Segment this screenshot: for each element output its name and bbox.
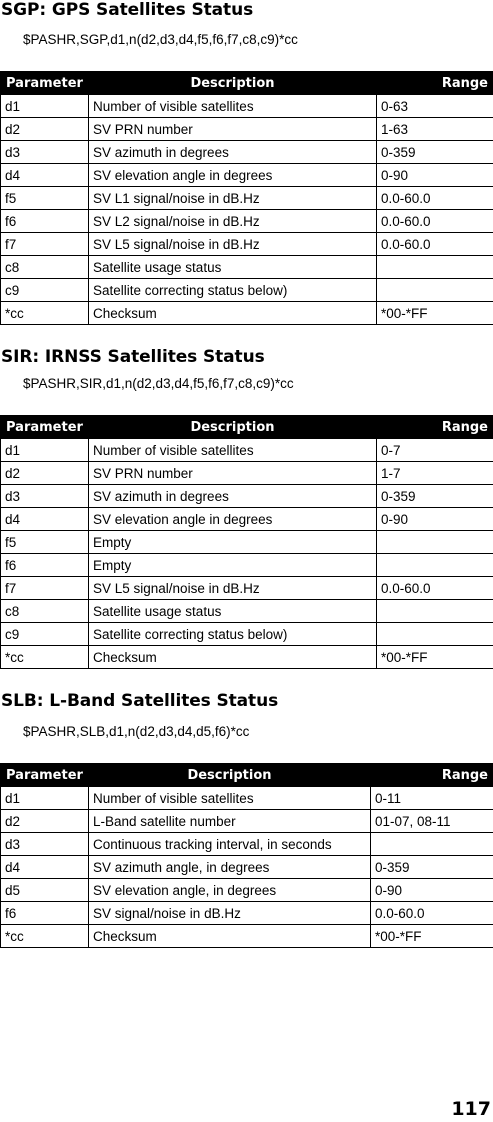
header-description: Description: [89, 72, 377, 95]
cell-description: Continuous tracking interval, in seconds: [89, 833, 371, 856]
cell-parameter: d2: [1, 462, 89, 485]
table-row: [1, 554, 493, 577]
cell-parameter: d4: [1, 856, 89, 879]
section-title: SLB: L-Band Satellites Status: [1, 691, 279, 711]
cell-description: SV L1 signal/noise in dB.Hz: [89, 187, 377, 210]
cell-description: SV signal/noise in dB.Hz: [89, 902, 371, 925]
section-title: SIR: IRNSS Satellites Status: [1, 347, 265, 367]
cell-parameter: d4: [1, 508, 89, 531]
cell-range: 0.0-60.0: [371, 902, 493, 925]
table-header-row: [1, 72, 493, 95]
cell-parameter: d1: [1, 95, 89, 118]
table-row: [1, 256, 493, 279]
cell-range: 0-63: [377, 95, 493, 118]
table-row: [1, 623, 493, 646]
command-syntax: $PASHR,SIR,d1,n(d2,d3,d4,f5,f6,f7,c8,c9)*cc: [23, 376, 294, 391]
cell-parameter: c8: [1, 600, 89, 623]
cell-parameter: d3: [1, 141, 89, 164]
cell-parameter: f6: [1, 554, 89, 577]
cell-range: *00-*FF: [371, 925, 493, 948]
cell-description: Number of visible satellites: [89, 787, 371, 810]
cell-parameter: d3: [1, 485, 89, 508]
cell-description: Satellite usage status: [89, 256, 377, 279]
cell-parameter: c9: [1, 623, 89, 646]
cell-range: *00-*FF: [377, 646, 493, 669]
table-row: [1, 439, 493, 462]
table-row: [1, 118, 493, 141]
cell-parameter: f5: [1, 187, 89, 210]
cell-parameter: f6: [1, 210, 89, 233]
cell-description: Empty: [89, 554, 377, 577]
table-row: [1, 879, 493, 902]
cell-range: [377, 531, 493, 554]
cell-range: 01-07, 08-11: [371, 810, 493, 833]
cell-range: [377, 256, 493, 279]
cell-parameter: c9: [1, 279, 89, 302]
cell-range: [377, 600, 493, 623]
cell-range: 0-90: [377, 508, 493, 531]
cell-parameter: f6: [1, 902, 89, 925]
table-row: [1, 902, 493, 925]
cell-description: SV elevation angle in degrees: [89, 508, 377, 531]
cell-range: *00-*FF: [377, 302, 493, 325]
header-description: Description: [89, 416, 377, 439]
cell-range: 0-11: [371, 787, 493, 810]
table-row: [1, 164, 493, 187]
cell-range: 0.0-60.0: [377, 210, 493, 233]
table-row: [1, 856, 493, 879]
cell-range: [371, 833, 493, 856]
cell-parameter: *cc: [1, 925, 89, 948]
cell-range: 0-359: [371, 856, 493, 879]
cell-range: 0-90: [377, 164, 493, 187]
cell-parameter: d2: [1, 118, 89, 141]
cell-range: 0.0-60.0: [377, 577, 493, 600]
cell-parameter: d1: [1, 439, 89, 462]
cell-parameter: f7: [1, 233, 89, 256]
table-row: [1, 646, 493, 669]
cell-description: Satellite correcting status below): [89, 279, 377, 302]
parameter-table: [0, 71, 493, 325]
cell-range: 1-7: [377, 462, 493, 485]
table-row: [1, 810, 493, 833]
table-row: [1, 531, 493, 554]
table-row: [1, 462, 493, 485]
cell-description: Satellite correcting status below): [89, 623, 377, 646]
table-row: [1, 485, 493, 508]
cell-range: 0-359: [377, 485, 493, 508]
cell-parameter: *cc: [1, 302, 89, 325]
cell-parameter: c8: [1, 256, 89, 279]
table-row: [1, 925, 493, 948]
cell-description: SV azimuth in degrees: [89, 485, 377, 508]
cell-range: [377, 554, 493, 577]
cell-parameter: f5: [1, 531, 89, 554]
header-range: Range: [377, 416, 493, 439]
parameter-table: [0, 763, 493, 948]
cell-parameter: *cc: [1, 646, 89, 669]
section-title: SGP: GPS Satellites Status: [1, 0, 254, 20]
cell-description: SV azimuth angle, in degrees: [89, 856, 371, 879]
command-syntax: $PASHR,SLB,d1,n(d2,d3,d4,d5,f6)*cc: [23, 724, 250, 739]
cell-description: SV L5 signal/noise in dB.Hz: [89, 233, 377, 256]
header-description: Description: [89, 764, 371, 787]
cell-parameter: d1: [1, 787, 89, 810]
cell-range: 0-90: [371, 879, 493, 902]
cell-description: Number of visible satellites: [89, 95, 377, 118]
cell-range: 0.0-60.0: [377, 187, 493, 210]
table-row: [1, 141, 493, 164]
cell-description: SV L2 signal/noise in dB.Hz: [89, 210, 377, 233]
cell-parameter: d2: [1, 810, 89, 833]
cell-parameter: d4: [1, 164, 89, 187]
cell-description: Checksum: [89, 302, 377, 325]
cell-description: SV L5 signal/noise in dB.Hz: [89, 577, 377, 600]
cell-range: 0-7: [377, 439, 493, 462]
cell-parameter: f7: [1, 577, 89, 600]
cell-description: Number of visible satellites: [89, 439, 377, 462]
table-row: [1, 233, 493, 256]
table-row: [1, 95, 493, 118]
header-range: Range: [371, 764, 493, 787]
header-parameter: Parameter: [1, 764, 89, 787]
cell-range: [377, 623, 493, 646]
table-row: [1, 279, 493, 302]
page-number: 117: [451, 1098, 491, 1120]
cell-description: Checksum: [89, 646, 377, 669]
cell-description: SV PRN number: [89, 118, 377, 141]
cell-parameter: d5: [1, 879, 89, 902]
cell-description: Satellite usage status: [89, 600, 377, 623]
header-range: Range: [377, 72, 493, 95]
table-header-row: [1, 764, 493, 787]
cell-description: SV azimuth in degrees: [89, 141, 377, 164]
cell-description: L-Band satellite number: [89, 810, 371, 833]
cell-description: SV elevation angle in degrees: [89, 164, 377, 187]
command-syntax: $PASHR,SGP,d1,n(d2,d3,d4,f5,f6,f7,c8,c9)*cc: [23, 32, 298, 47]
cell-parameter: d3: [1, 833, 89, 856]
cell-description: Checksum: [89, 925, 371, 948]
table-row: [1, 833, 493, 856]
cell-range: 0.0-60.0: [377, 233, 493, 256]
header-parameter: Parameter: [1, 72, 89, 95]
cell-description: SV elevation angle, in degrees: [89, 879, 371, 902]
cell-range: 1-63: [377, 118, 493, 141]
cell-description: Empty: [89, 531, 377, 554]
cell-description: SV PRN number: [89, 462, 377, 485]
table-row: [1, 787, 493, 810]
table-row: [1, 577, 493, 600]
header-parameter: Parameter: [1, 416, 89, 439]
table-row: [1, 302, 493, 325]
cell-range: 0-359: [377, 141, 493, 164]
table-header-row: [1, 416, 493, 439]
table-row: [1, 210, 493, 233]
table-row: [1, 508, 493, 531]
table-row: [1, 187, 493, 210]
parameter-table: [0, 415, 493, 669]
cell-range: [377, 279, 493, 302]
table-row: [1, 600, 493, 623]
